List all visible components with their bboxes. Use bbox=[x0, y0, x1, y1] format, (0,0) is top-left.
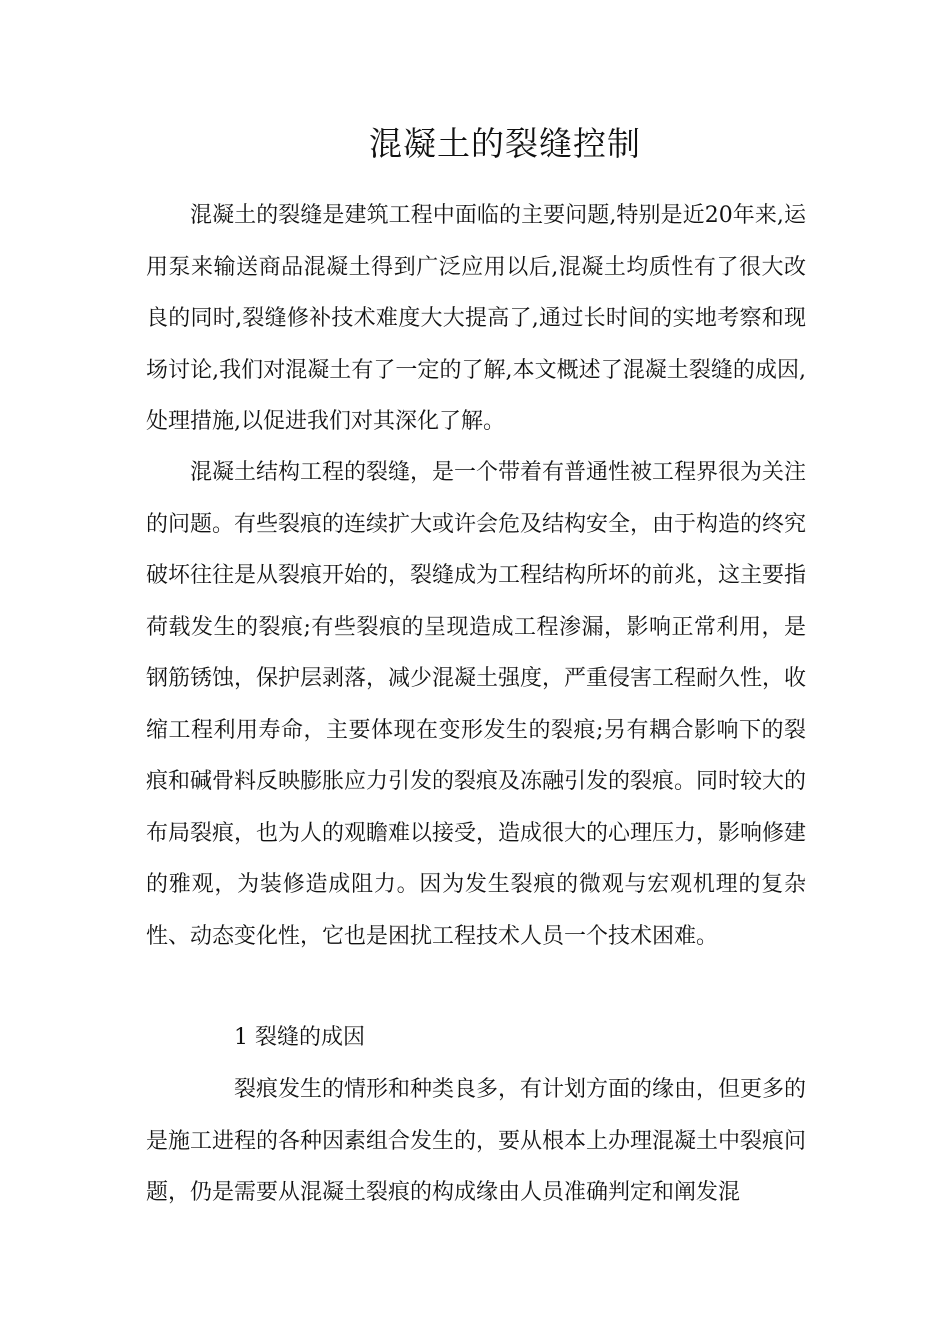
document-title: 混凝土的裂缝控制 bbox=[369, 124, 641, 163]
section-heading: 1 裂缝的成因 bbox=[234, 1025, 365, 1050]
paragraph-intro: 混凝土的裂缝是建筑工程中面临的主要问题,特别是近20年来,运用泵来输送商品混凝土得到广泛应用以后,混凝土均质性有了很大改良的同时,裂缝修补技术难度大大提高了,通过长时间的实地考察和现场讨论,我们对混凝土有了一定的了解,本文概述了混凝土裂缝的成因,处理措施,以促进我们对其深化了解。 bbox=[146, 203, 806, 434]
paragraph-crack-causes: 裂痕发生的情形和种类良多，有计划方面的缘由，但更多的是施工进程的各种因素组合发生的，要从根本上办理混凝土中裂痕问题，仍是需要从混凝土裂痕的构成缘由人员准确判定和阐发混 bbox=[146, 1077, 807, 1205]
paragraph-cracks-overview: 混凝土结构工程的裂缝，是一个带着有普通性被工程界很为关注的问题。有些裂痕的连续扩大或许会危及结构安全，由于构造的终究破坏往往是从裂痕开始的，裂缝成为工程结构所坏的前兆，这主要指荷载发生的裂痕;有些裂痕的呈现造成工程渗漏，影响正常利用，是钢筋锈蚀，保护层剥落，减少混凝土强度，严重侵害工程耐久性，收缩工程利用寿命，主要体现在变形发生的裂痕;另有耦合影响下的裂痕和碱骨料反映膨胀应力引发的裂痕及冻融引发的裂痕。同时较大的布局裂痕，也为人的观瞻难以接受，造成很大的心理压力，影响修建的雅观，为装修造成阻力。因为发生裂痕的微观与宏观机理的复杂性、动态变化性，它也是困扰工程技术人员一个技术困难。 bbox=[146, 460, 807, 949]
